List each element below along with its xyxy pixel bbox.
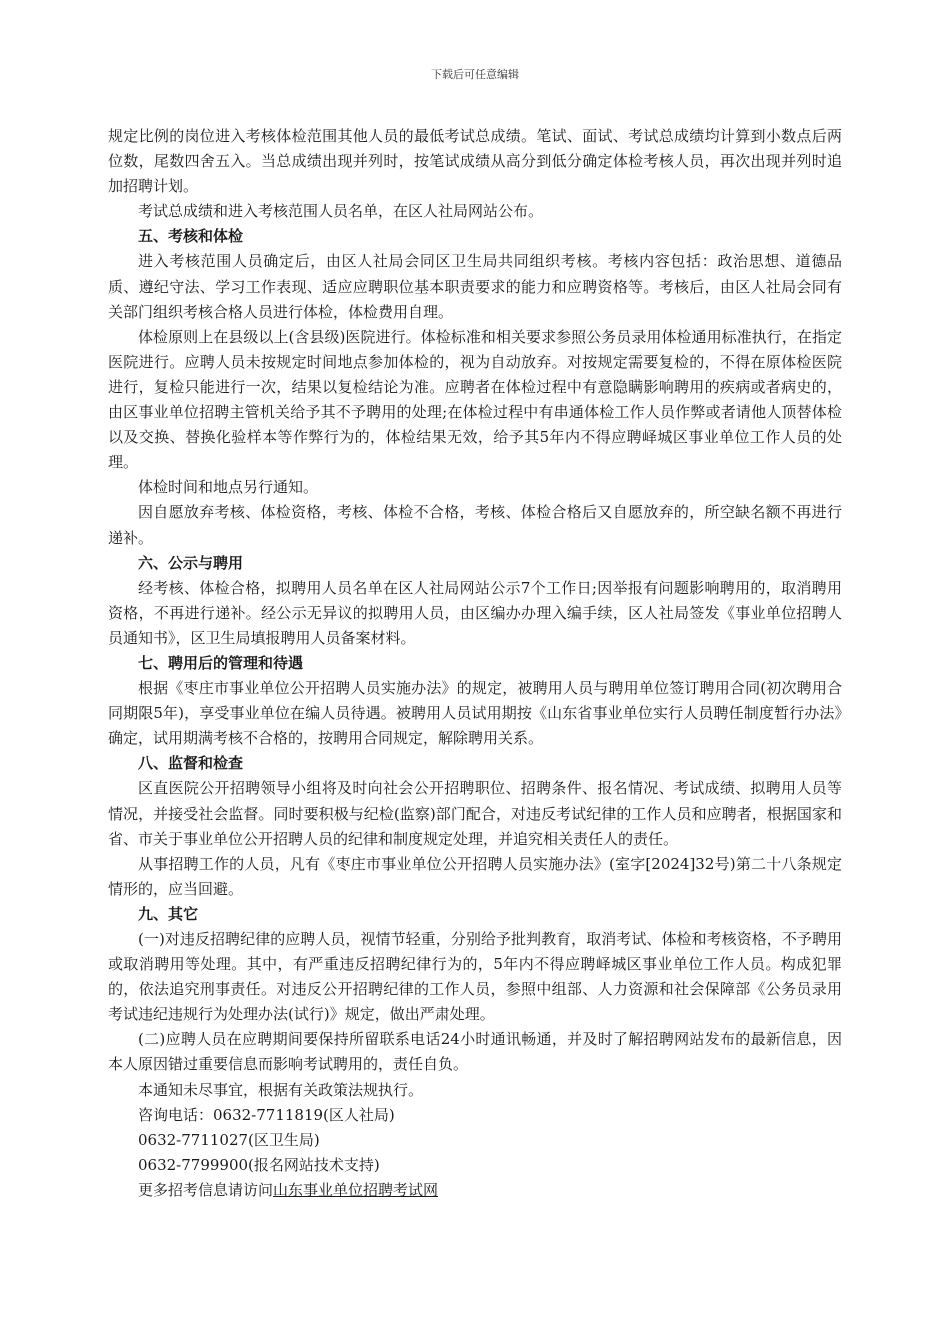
more-info-prefix: 更多招考信息请访问	[138, 1180, 274, 1199]
section-6-paragraph-1: 经考核、体检合格，拟聘用人员名单在区人社局网站公示7个工作日;因举报有问题影响聘用的，取消聘用资格，不再进行递补。经公示无异议的拟聘用人员，由区编办办理入编手续，区人社局签发《事业单位招聘人员通知书》，区卫生局填报聘用人员备案材料。	[108, 578, 842, 647]
section-7-paragraph-1: 根据《枣庄市事业单位公开招聘人员实施办法》的规定，被聘用人员与聘用单位签订聘用合同(初次聘用合同期限5年)，享受事业单位在编人员待遇。被聘用人员试用期按《山东省事业单位实行人员聘任制度暂行办法》确定，试用期满考核不合格的，按聘用合同规定，解除聘用关系。	[108, 679, 842, 748]
intro-paragraph-1: 规定比例的岗位进入考核体检范围其他人员的最低考试总成绩。笔试、面试、考试总成绩均计算到小数点后两位数，尾数四舍五入。当总成绩出现并列时，按笔试成绩从高分到低分确定体检考核人员，再次出现并列时追加招聘计划。	[108, 127, 842, 196]
section-8-paragraph-1: 区直医院公开招聘领导小组将及时向社会公开招聘职位、招聘条件、报名情况、考试成绩、拟聘用人员等情况，并接受社会监督。同时要积极与纪检(监察)部门配合，对违反考试纪律的工作人员和应聘者，根据国家和省、市关于事业单位公开招聘人员的纪律和制度规定处理，并追究相关责任人的责任。	[108, 779, 842, 848]
section-9-paragraph-2: (二)应聘人员在应聘期间要保持所留联系电话24小时通讯畅通，并及时了解招聘网站发布的最新信息，因本人原因错过重要信息而影响考试聘用的，责任自负。	[108, 1030, 842, 1074]
section-6-heading: 六、公示与聘用	[138, 553, 244, 572]
exam-website-link[interactable]: 山东事业单位招聘考试网	[273, 1180, 439, 1199]
section-9-heading: 九、其它	[138, 904, 199, 923]
intro-paragraph-2: 考试总成绩和进入考核范围人员名单，在区人社局网站公布。	[138, 202, 544, 221]
contact-phone-hr: 咨询电话：0632-7711819(区人社局)	[138, 1105, 395, 1124]
section-5-heading: 五、考核和体检	[138, 227, 244, 246]
contact-phone-health: 0632-7711027(区卫生局)	[138, 1130, 320, 1149]
contact-phone-tech: 0632-7799900(报名网站技术支持)	[138, 1155, 380, 1174]
document-body	[108, 124, 842, 1203]
closing-paragraph: 本通知未尽事宜，根据有关政策法规执行。	[138, 1080, 424, 1099]
section-5-paragraph-4: 因自愿放弃考核、体检资格，考核、体检不合格，考核、体检合格后又自愿放弃的，所空缺名额不再进行递补。	[108, 503, 842, 547]
more-info-line	[108, 1178, 842, 1203]
section-7-heading: 七、聘用后的管理和待遇	[138, 653, 304, 672]
section-9-paragraph-1: (一)对违反招聘纪律的应聘人员，视情节轻重，分别给予批判教育，取消考试、体检和考核资格，不予聘用或取消聘用等处理。其中，有严重违反招聘纪律行为的，5年内不得应聘峄城区事业单位工作人员。构成犯罪的，依法追究刑事责任。对违反公开招聘纪律的工作人员，参照中组部、人力资源和社会保障部《公务员录用考试违纪违规行为处理办法(试行)》规定，做出严肃处理。	[108, 930, 842, 1024]
section-5-paragraph-3: 体检时间和地点另行通知。	[138, 478, 319, 497]
header-note: 下载后可任意编辑	[431, 68, 519, 81]
section-5-paragraph-2: 体检原则上在县级以上(含县级)医院进行。体检标准和相关要求参照公务员录用体检通用标准执行，在指定医院进行。应聘人员未按规定时间地点参加体检的，视为自动放弃。对按规定需要复检的，不得在原体检医院进行，复检只能进行一次，结果以复检结论为准。应聘者在体检过程中有意隐瞒影响聘用的疾病或者病史的，由区事业单位招聘主管机关给予其不予聘用的处理;在体检过程中有串通体检工作人员作弊或者请他人顶替体检以及交换、替换化验样本等作弊行为的，体检结果无效，给予其5年内不得应聘峄城区事业单位工作人员的处理。	[108, 327, 842, 472]
section-5-paragraph-1: 进入考核范围人员确定后，由区人社局会同区卫生局共同组织考核。考核内容包括：政治思想、道德品质、遵纪守法、学习工作表现、适应应聘职位基本职责要求的能力和应聘资格等。考核后，由区人社局会同有关部门组织考核合格人员进行体检，体检费用自理。	[108, 252, 842, 321]
section-8-paragraph-2: 从事招聘工作的人员，凡有《枣庄市事业单位公开招聘人员实施办法》(室字[2024]32号)第二十八条规定情形的，应当回避。	[108, 854, 842, 898]
section-8-heading: 八、监督和检查	[138, 754, 244, 773]
